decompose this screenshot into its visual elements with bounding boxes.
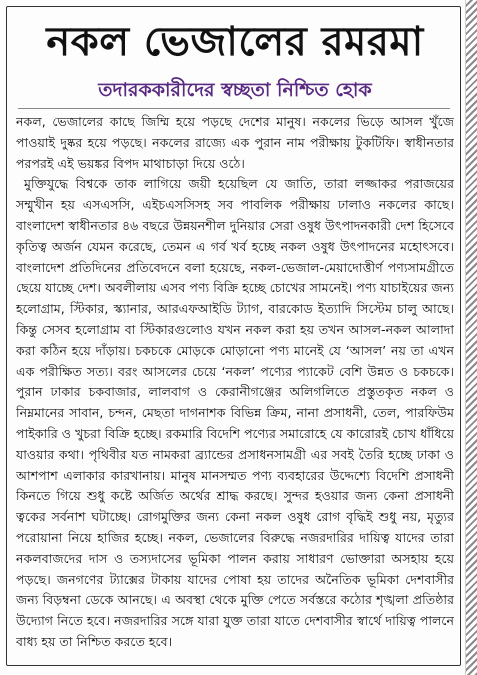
article-subheadline: তদারককারীদের স্বচ্ছতা নিশ্চিত হোক: [98, 79, 372, 101]
decorative-stripe-border: [465, 0, 477, 675]
article-body: [16, 112, 454, 662]
article-paragraph-2: মুক্তিযুদ্ধে বিশ্বকে তাক লাগিয়ে জয়ী হয়েছিল যে জাতি, তারা লজ্জাকর পরাজয়ের সম্মুখীন হয় এসএসসি, এইচএসসিসহ সব পাবলিক পরীক্ষায় ঢালাও নকলের কাছে। বাংলাদেশ স্বাধীনতার ৪৬ বছরে উন্নয়নশীল দুনিয়ার সেরা ওষুধ উৎপাদনকারী দেশ হিসেবে কৃতিত্ব অর্জন যেমন করেছে, তেমন এ গর্ব খর্ব হচ্ছে নকল ওষুধ উৎপাদনের মহোৎসবে। বাংলাদেশ প্রতিদিনের প্রতিবেদনে বলা হয়েছে, নকল-ভেজাল-মেয়াদোত্তীর্ণ পণ্যসামগ্রীতে ছেয়ে যাচ্ছে দেশ। অবলীলায় এসব পণ্য বিক্রি হচ্ছে চোখের সামনেই। পণ্য যাচাইয়ের জন্য হলোগ্রাম, স্টিকার, স্ক্যানার, আরএফআইডি ট্যাগ, বারকোড ইত্যাদি সিস্টেম চালু আছে। কিন্তু সেসব হলোগ্রাম বা স্টিকারগুলোও যখন নকল করা হয় তখন আসল-নকল আলাদা করা কঠিন হয়ে দাঁড়ায়। চকচকে মোড়কে মোড়ানো পণ্য মানেই যে ‘আসল’ নয় তা এখন এক পরীক্ষিত সত্য। বরং আসলের চেয়ে ‘নকল’ পণ্যের প্যাকেট বেশি উন্নত ও চকচকে। পুরান ঢাকার চকবাজার, লালবাগ ও কেরানীগঞ্জের অলিগলিতে প্রস্তুতকৃত নকল ও নিম্নমানের সাবান, চন্দন, মেছতা দাগনাশক বিভিন্ন ক্রিম, নানা প্রসাধনী, তেল, পারফিউম পাইকারি ও খুচরা বিক্রি হচ্ছে। রকমারি বিদেশি পণ্যের সমারোহে যে কারোরই চোখ ধাঁধিয়ে যাওয়ার কথা। পৃথিবীর যত নামকরা ব্র্যান্ডের প্রসাধনসামগ্রী এর সবই তৈরি হচ্ছে ঢাকা ও আশপাশ এলাকার কারখানায়। মানুষ মানসম্মত পণ্য ব্যবহারের উদ্দেশ্যে বিদেশি প্রসাধনী কিনতে গিয়ে শুধু কষ্টে অর্জিত অর্থের শ্রাদ্ধ করছে। সুন্দর হওয়ার জন্য কেনা প্রসাধনী ত্বকের সর্বনাশ ঘটাচ্ছে। রোগমুক্তির জন্য কেনা নকল ওষুধ রোগ বৃদ্ধিই শুধু নয়, মৃত্যুর পরোয়ানা নিয়ে হাজির হচ্ছে। নকল, ভেজালের বিরুদ্ধে নজরদারির দায়িত্ব যাদের তারা নকলবাজদের দাস ও তস্যদাসের ভূমিকা পালন করায় সাধারণ ভোক্তারা অসহায় হয়ে পড়ছে। জনগণের ট্যাক্সের টাকায় যাদের পোষা হয় তাদের অনৈতিক ভূমিকা দেশবাসীর জন্য বিড়ম্বনা ডেকে আনছে। এ অবস্থা থেকে মুক্তি পেতে সর্বস্তরে কঠোর শৃঙ্খলা প্রতিষ্ঠার উদ্যোগ নিতে হবে। নজরদারির সঙ্গে যারা যুক্ত তারা যাতে দেশবাসীর স্বার্থে দায়িত্ব পালনে বাধ্য হয় তা নিশ্চিত করতে হবে।: [16, 176, 454, 649]
article-paragraph-1: নকল, ভেজালের কাছে জিম্মি হয়ে পড়ছে দেশের মানুষ। নকলের ভিড়ে আসল খুঁজে পাওয়াই দুষ্কর হয়ে পড়ছে। নকলের রাজ্যে এক পুরান নাম পরীক্ষায় টুকটিফি। স্বাধীনতার পরপরই এই ভয়ঙ্কর বিপদ মাথাচাড়া দিয়ে ওঠে।: [16, 114, 454, 171]
article-headline: নকল ভেজালের রমরমা: [46, 19, 424, 65]
divider-line: [18, 108, 450, 109]
